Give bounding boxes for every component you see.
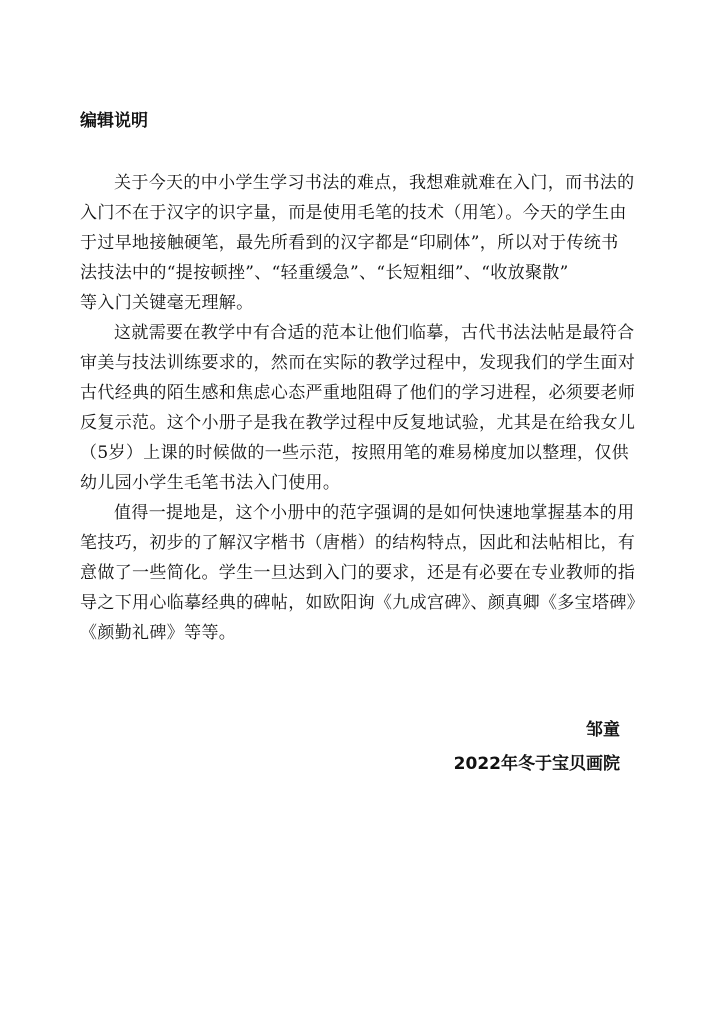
paragraph-line: 导之下用心临摹经典的碑帖，如欧阳询《九成宫碑》、颜真卿《多宝塔碑》 [80, 593, 645, 613]
paragraph-line: 笔技巧，初步的了解汉字楷书（唐楷）的结构特点，因此和法帖相比，有 [80, 533, 636, 553]
paragraph-line: 法技法中的“提按顿挫”、“轻重缓急”、“长短粗细”、“收放聚散” [80, 263, 569, 283]
document-body [80, 168, 645, 648]
paragraph-line: （5岁）上课的时候做的一些示范，按照用笔的难易梯度加以整理，仅供 [80, 443, 630, 463]
paragraph-line: 等入门关键毫无理解。 [80, 293, 254, 313]
paragraph-line: 古代经典的陌生感和焦虑心态严重地阻碍了他们的学习进程，必须要老师 [80, 383, 636, 403]
paragraph-line: 入门不在于汉字的识字量，而是使用毛笔的技术（用笔）。今天的学生由 [80, 203, 627, 223]
paragraph-line: 《颜勤礼碑》等等。 [80, 623, 237, 643]
paragraph-line: 值得一提地是，这个小册中的范字强调的是如何快速地掌握基本的用 [114, 503, 635, 523]
paragraph-line: 关于今天的中小学生学习书法的难点，我想难就难在入门，而书法的 [114, 173, 635, 193]
paragraph-1 [80, 168, 635, 318]
paragraph-line: 于过早地接触硬笔，最先所看到的汉字都是“印刷体”，所以对于传统书 [80, 233, 619, 253]
paragraph-line: 幼儿园小学生毛笔书法入门使用。 [80, 473, 341, 493]
author-name: 邹童 [586, 720, 620, 740]
page-title: 编辑说明 [80, 111, 148, 131]
signature-date-place: 2022年冬于宝贝画院 [453, 754, 620, 774]
paragraph-line: 意做了一些简化。学生一旦达到入门的要求，还是有必要在专业教师的指 [80, 563, 636, 583]
paragraph-3 [80, 498, 645, 648]
paragraph-line: 审美与技法训练要求的，然而在实际的教学过程中，发现我们的学生面对 [80, 353, 636, 373]
paragraph-line: 反复示范。这个小册子是我在教学过程中反复地试验，尤其是在给我女儿 [80, 413, 636, 433]
signature-block [454, 713, 620, 781]
paragraph-2 [80, 318, 636, 498]
paragraph-line: 这就需要在教学中有合适的范本让他们临摹，古代书法法帖是最符合 [114, 323, 635, 343]
